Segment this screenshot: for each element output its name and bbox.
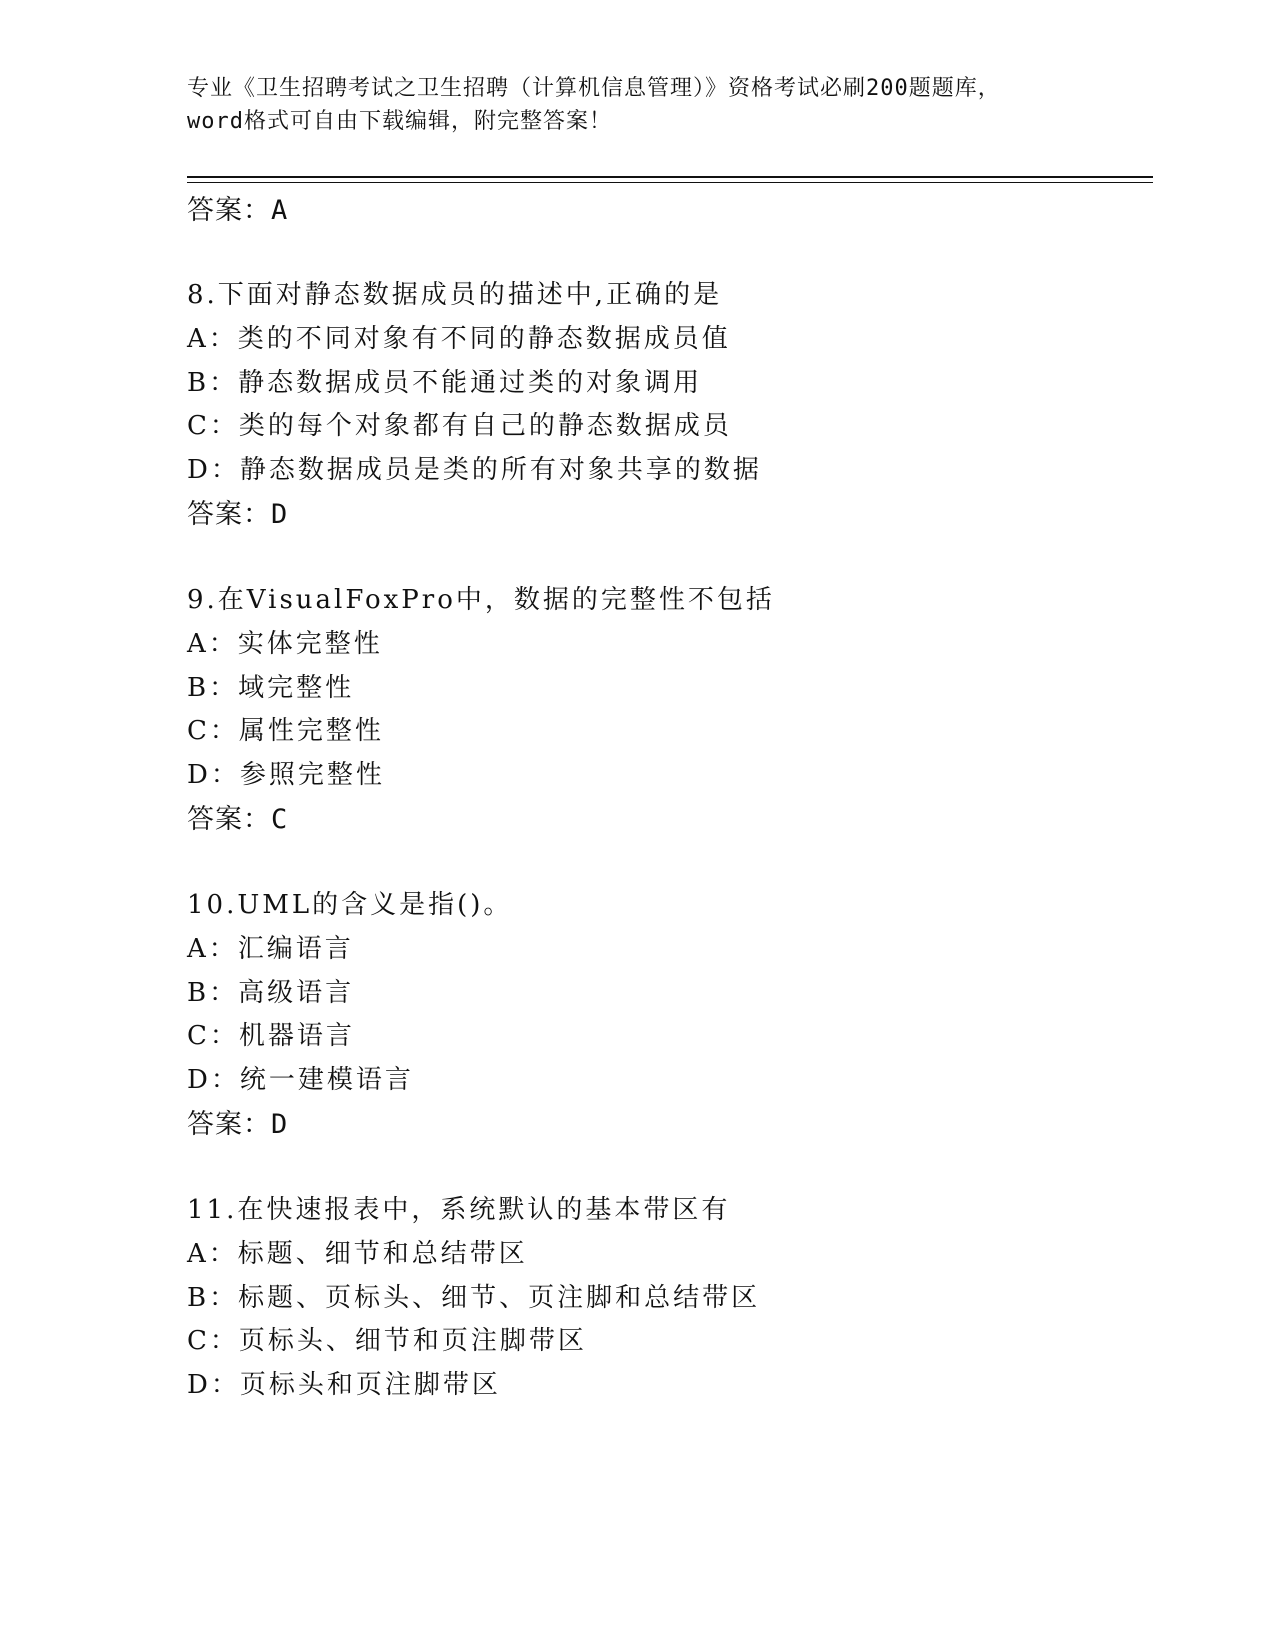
question-9-option-d: D：参照完整性 <box>187 760 385 790</box>
answer-value: D <box>271 499 289 530</box>
question-10-option-c: C：机器语言 <box>187 1021 355 1051</box>
question-8-option-c: C：类的每个对象都有自己的静态数据成员 <box>187 411 732 441</box>
question-8-option-d: D：静态数据成员是类的所有对象共享的数据 <box>187 455 762 485</box>
question-9-option-b: B：域完整性 <box>187 673 355 703</box>
question-8-option-a: A：类的不同对象有不同的静态数据成员值 <box>187 324 731 354</box>
question-11-option-d: D：页标头和页注脚带区 <box>187 1370 501 1400</box>
answer-label: 答案： <box>187 499 271 530</box>
document-header <box>187 72 1087 138</box>
header-title-line-2: word格式可自由下载编辑，附完整答案！ <box>187 109 612 134</box>
question-8-option-b: B：静态数据成员不能通过类的对象调用 <box>187 368 703 398</box>
answer-value: C <box>271 804 289 835</box>
question-10-option-d: D：统一建模语言 <box>187 1065 414 1095</box>
answer-value: D <box>271 1109 289 1140</box>
question-9-answer <box>187 797 288 836</box>
question-10-option-a: A：汇编语言 <box>187 934 354 964</box>
question-11-option-c: C：页标头、细节和页注脚带区 <box>187 1326 587 1356</box>
question-9-option-c: C：属性完整性 <box>187 716 384 746</box>
header-divider-thin <box>187 182 1153 183</box>
question-8-answer <box>187 492 288 531</box>
question-10-stem: 10.UML的含义是指()。 <box>187 890 513 920</box>
answer-value: A <box>271 195 289 226</box>
answer-label: 答案： <box>187 804 271 835</box>
question-11-option-b: B：标题、页标头、细节、页注脚和总结带区 <box>187 1283 761 1313</box>
header-divider-thick <box>187 176 1153 178</box>
answer-line-prev <box>187 188 288 227</box>
question-10-answer <box>187 1102 288 1141</box>
question-10-option-b: B：高级语言 <box>187 978 355 1008</box>
question-9-option-a: A：实体完整性 <box>187 629 383 659</box>
question-9-stem: 9.在VisualFoxPro中，数据的完整性不包括 <box>187 585 775 615</box>
question-11-stem: 11.在快速报表中，系统默认的基本带区有 <box>187 1195 731 1225</box>
answer-label: 答案： <box>187 195 271 226</box>
question-11-option-a: A：标题、细节和总结带区 <box>187 1239 528 1269</box>
question-8-stem: 8.下面对静态数据成员的描述中,正确的是 <box>187 280 723 310</box>
answer-label: 答案： <box>187 1109 271 1140</box>
header-title-line-1: 专业《卫生招聘考试之卫生招聘（计算机信息管理）》资格考试必刷200题题库， <box>187 76 1001 101</box>
